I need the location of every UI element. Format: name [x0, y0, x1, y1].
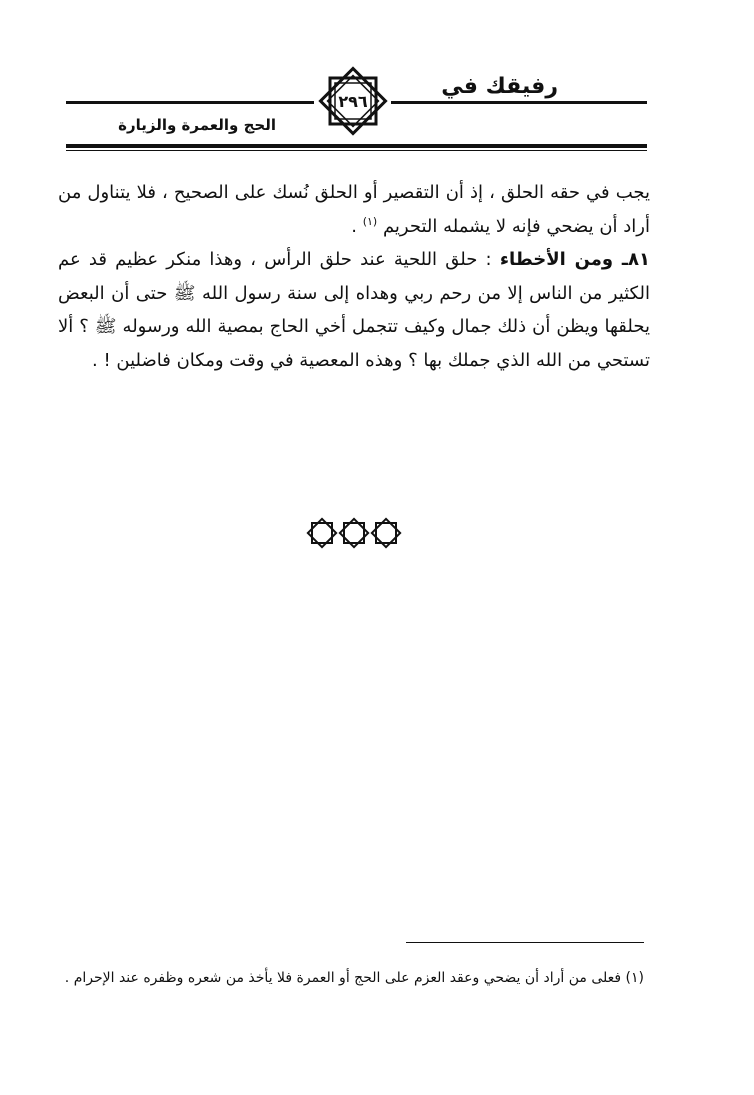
item-text: : حلق اللحية عند حلق الرأس ، وهذا منكر عظيم قد عم الكثير من الناس إلا من رحم ربي وهداه إلى سنة رسول الله ﷺ حتى أن البعض يحلقها ويظن أن ذلك جمال وكيف تتجمل أخي الحاج بمصية الله ورسوله ﷺ ؟ ألا تستحي من الله الذي جملك بها ؟ وهذه المعصية في وقت ومكان فاضلين ! . [58, 249, 650, 371]
header-rule-bottom [66, 144, 647, 148]
header-rule-left [66, 101, 314, 104]
paragraph-1-text: يجب في حقه الحلق ، إذ أن التقصير أو الحلق نُسك على الصحيح ، فلا يتناول من أراد أن يضحي فإنه لا يشمله التحريم [58, 182, 650, 237]
main-text [58, 176, 650, 377]
footnote-rule [406, 942, 644, 943]
header-rule-bottom-thin [66, 150, 647, 151]
paragraph-1 [58, 176, 650, 243]
footnote-reference: (١) [362, 214, 378, 228]
page-number: ٢٩٦ [338, 91, 368, 111]
header-rule-right [391, 101, 647, 104]
footnote-text: (١) فعلى من أراد أن يضحي وعقد العزم على الحج أو العمرة فلا يأخذ من شعره وظفره عند الإحرام . [64, 970, 644, 986]
item-81 [58, 243, 650, 377]
ornament-stars-icon [306, 515, 402, 551]
item-heading: ٨١ـ ومن الأخطاء [499, 249, 650, 270]
paragraph-1-end: . [351, 215, 357, 237]
book-subtitle: الحج والعمرة والزيارة [118, 116, 276, 134]
book-title: رفيقك في [441, 74, 558, 99]
